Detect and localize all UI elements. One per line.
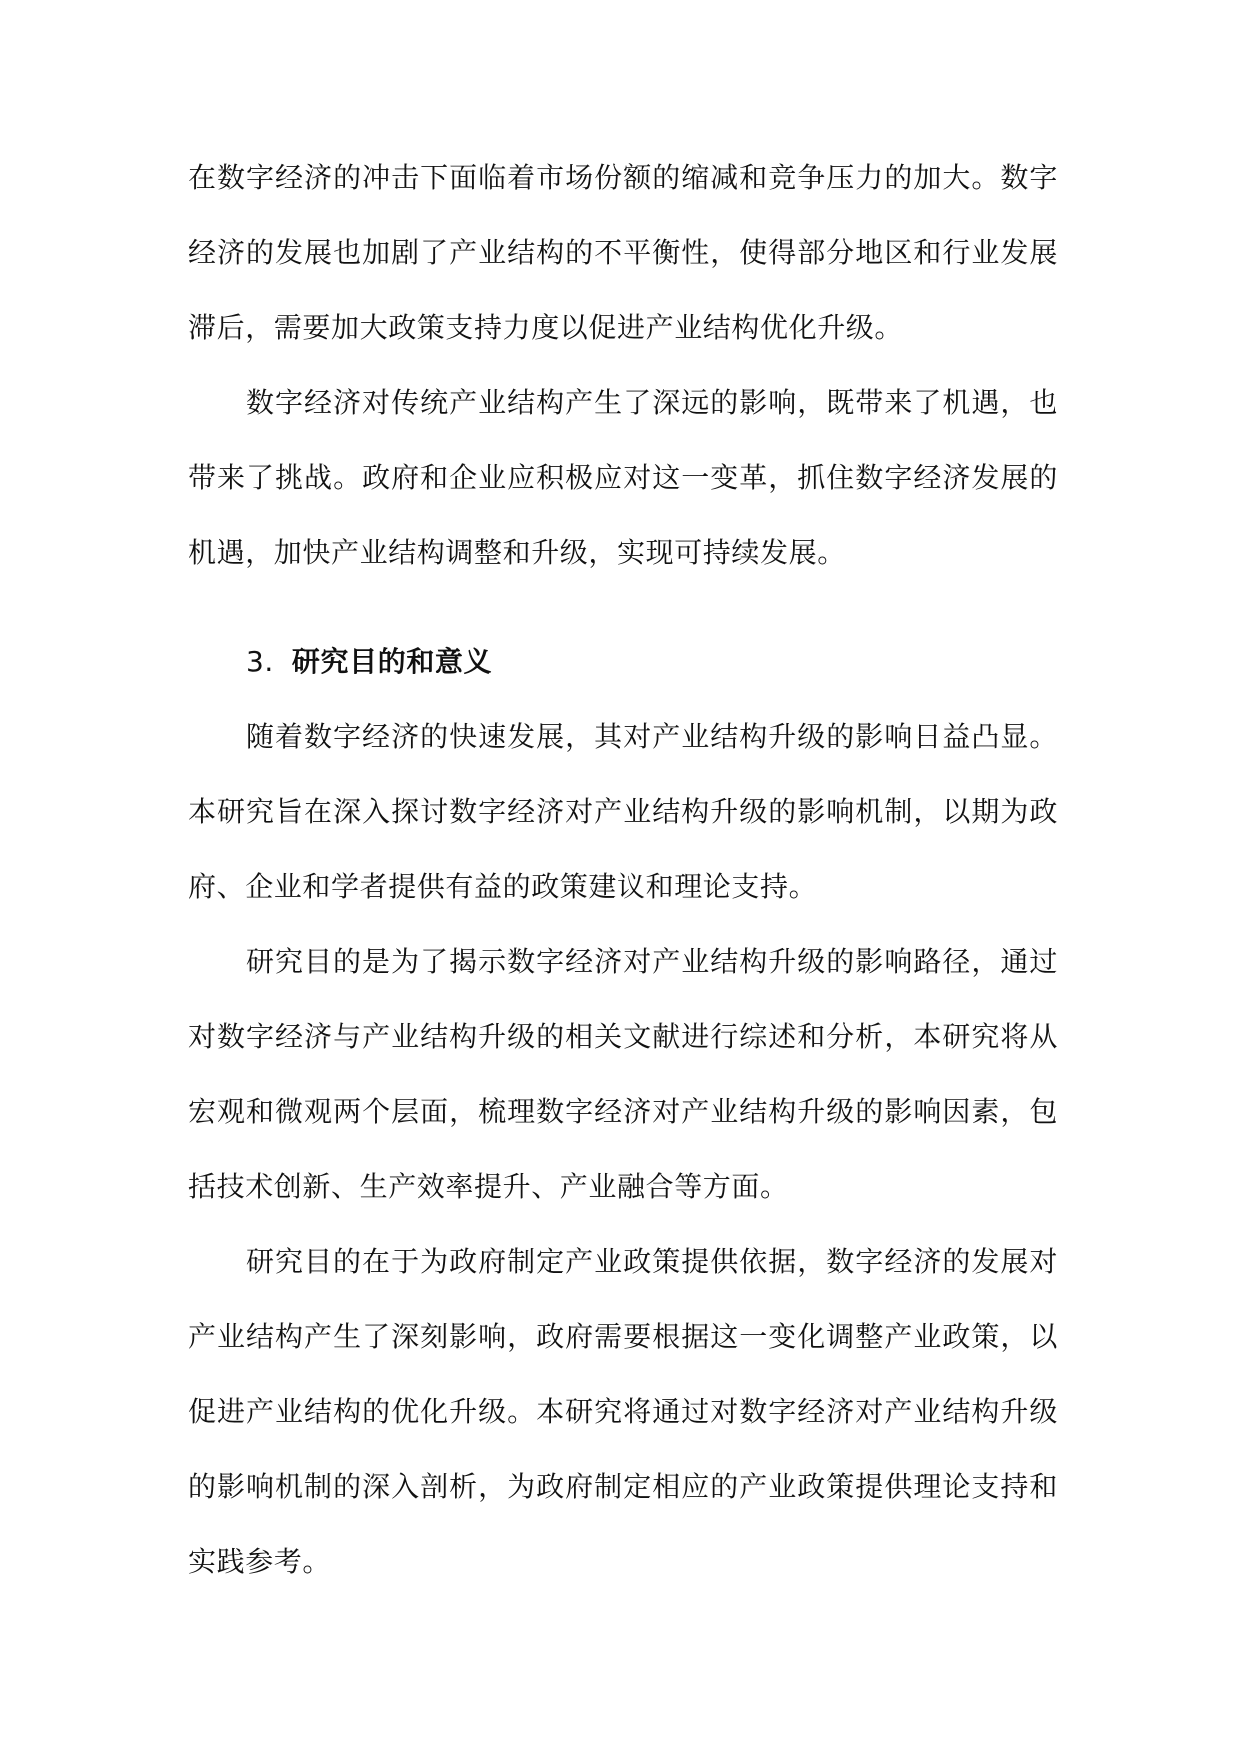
body-text	[188, 140, 1058, 1599]
section-title: 研究目的和意义	[291, 645, 493, 678]
section-heading	[188, 590, 1058, 699]
paragraph-purpose-policy: 研究目的在于为政府制定产业政策提供依据，数字经济的发展对产业结构产生了深刻影响，政府需要根据这一变化调整产业政策，以促进产业结构的优化升级。本研究将通过对数字经济对产业结构升级的影响机制的深入剖析，为政府制定相应的产业政策提供理论支持和实践参考。	[188, 1245, 1058, 1578]
paragraph-purpose-path: 研究目的是为了揭示数字经济对产业结构升级的影响路径，通过对数字经济与产业结构升级的相关文献进行综述和分析，本研究将从宏观和微观两个层面，梳理数字经济对产业结构升级的影响因素，包括技术创新、生产效率提升、产业融合等方面。	[188, 945, 1058, 1203]
section-number: 3.	[246, 645, 274, 678]
paragraph-continuation: 在数字经济的冲击下面临着市场份额的缩减和竞争压力的加大。数字经济的发展也加剧了产业结构的不平衡性，使得部分地区和行业发展滞后，需要加大政策支持力度以促进产业结构优化升级。	[188, 161, 1058, 344]
paragraph-intro: 随着数字经济的快速发展，其对产业结构升级的影响日益凸显。本研究旨在深入探讨数字经济对产业结构升级的影响机制，以期为政府、企业和学者提供有益的政策建议和理论支持。	[188, 720, 1058, 903]
paragraph-summary: 数字经济对传统产业结构产生了深远的影响，既带来了机遇，也带来了挑战。政府和企业应积极应对这一变革，抓住数字经济发展的机遇，加快产业结构调整和升级，实现可持续发展。	[188, 386, 1058, 569]
